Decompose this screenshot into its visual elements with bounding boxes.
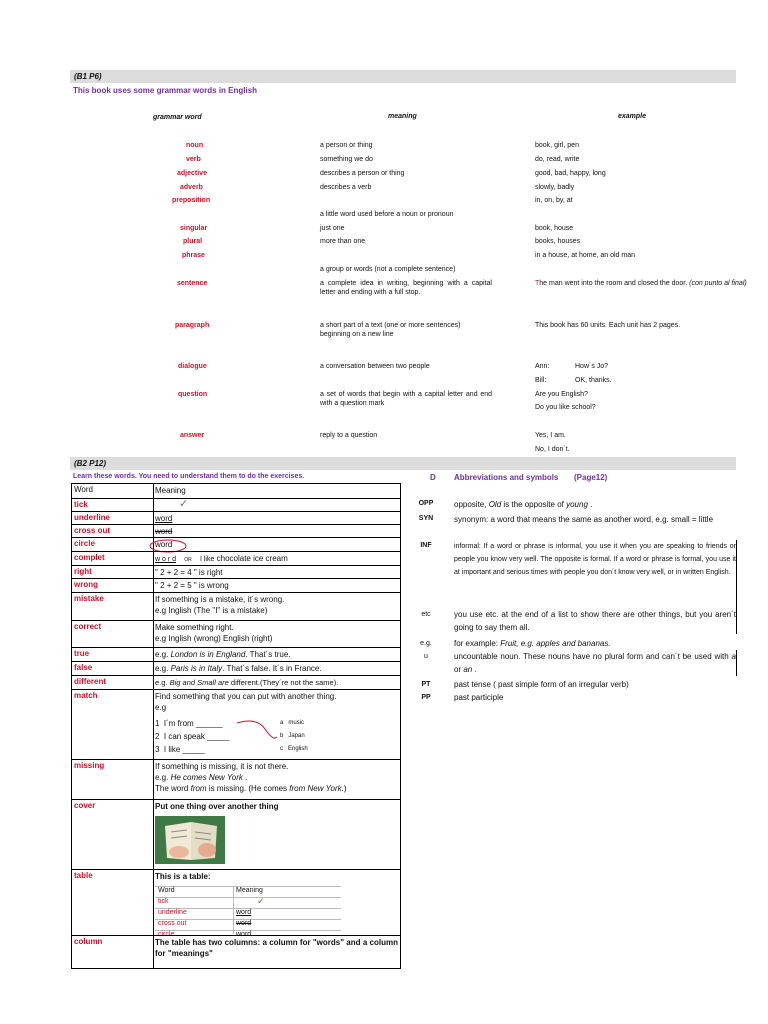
meaning [155, 691, 398, 713]
term: correct [74, 622, 102, 631]
header-meaning: Meaning [155, 486, 186, 495]
meaning: " 2 + 2 = 5 " is wrong [155, 581, 229, 590]
term: cross out [74, 526, 111, 535]
grammar-example-sentence [535, 279, 747, 288]
grammar-word: paragraph [175, 322, 210, 329]
dialogue-bill-label: Bill: [535, 377, 547, 384]
abbr-key: SYN [418, 515, 434, 522]
term: underline [74, 513, 111, 522]
abbr-letter: D [430, 473, 436, 482]
table-header-row [72, 484, 400, 498]
text: . [474, 665, 477, 674]
section-2-intro: Learn these words. You need to understand them to do the exercises. [73, 473, 305, 480]
term: column [74, 937, 103, 946]
abbr-page: (Page12) [574, 473, 608, 482]
mini-table [155, 886, 341, 938]
mini-header-meaning: Meaning [236, 887, 263, 894]
table-row [72, 759, 400, 800]
table-row [72, 935, 400, 969]
text: ) [343, 784, 347, 793]
col-header-grammar-word: grammar word [153, 114, 202, 121]
text: is missing. (He comes [206, 784, 288, 793]
item-number: 2 [155, 732, 160, 741]
example-note: (con punto al final) [689, 280, 747, 287]
grammar-meaning: something we do [320, 156, 373, 163]
grammar-meaning: a complete idea in writing, beginning with a capital letter and ending with a full stop. [320, 280, 492, 296]
abbr-key: PT [421, 681, 431, 688]
table-row [72, 689, 400, 760]
grammar-meaning: reply to a question [320, 432, 378, 439]
abbr-key: OPP [418, 500, 434, 507]
item-number: 3 [155, 745, 160, 754]
text: for example: [454, 639, 499, 648]
eg: e.g. [155, 773, 169, 782]
item-number: 1 [155, 719, 160, 728]
meaning-line: If something is a mistake, it´s wrong. [155, 595, 285, 604]
text: The word [155, 784, 189, 793]
table-row [72, 620, 400, 648]
abbr-definition [454, 498, 736, 511]
example-italic: Big and Small are [169, 678, 229, 687]
meaning [155, 663, 398, 674]
table-row [72, 869, 400, 936]
abbr-key: etc [421, 611, 431, 618]
mini-header-word: Word [158, 887, 175, 894]
term: mistake [74, 594, 104, 603]
meaning [155, 761, 398, 794]
grammar-word: preposition [172, 197, 211, 204]
table-row [72, 578, 400, 593]
italic: a [731, 652, 736, 661]
option-letter: a [280, 720, 284, 726]
meaning: " 2 + 2 = 4 " is right [155, 568, 223, 577]
table-row [72, 661, 400, 676]
text: is the opposite of [503, 500, 564, 509]
crossed-out-word: word [155, 527, 173, 536]
grammar-meaning: a little word used before a noun or pronoun [320, 211, 454, 218]
dialogue-bill-line: OK, thanks. [575, 377, 612, 384]
grammar-word: sentence [177, 280, 208, 287]
grammar-meaning: just one [320, 225, 345, 232]
abbr-key: PP [421, 694, 431, 701]
text: or [454, 665, 462, 674]
match-arrow [235, 717, 280, 747]
example-post: different.(They´re not the same). [228, 678, 339, 687]
grammar-example: books, houses [535, 238, 581, 245]
example-lead: I like [199, 556, 215, 563]
grammar-word: answer [180, 432, 205, 439]
grammar-example: Are you English? [535, 391, 588, 398]
meaning [155, 649, 398, 660]
abbr-definition: informal: If a word or phrase is informal, you use it when you are speaking to friends or people you know very well. The opposite is formal. If a word or phrase is formal, you use it at important and serious times with people you don´t know very well, or in written English. [454, 543, 736, 576]
mini-term: circle [158, 931, 175, 938]
term: cover [74, 801, 96, 810]
text: uncountable noun. These nouns have no plural form and can´t be used with [454, 652, 729, 661]
grammar-example: book, house [535, 225, 574, 232]
mini-term: cross out [158, 920, 187, 927]
grammar-meaning: describes a verb [320, 184, 372, 191]
mini-crossed-word: word [236, 920, 252, 927]
table-row [72, 524, 400, 538]
abbr-title: Abbreviations and symbols [454, 473, 559, 482]
meaning-line: e.g Inglish (The "I" is a mistake) [155, 606, 268, 615]
grammar-word: adverb [180, 184, 203, 191]
italic: Old [488, 500, 502, 509]
grammar-meaning: a person or thing [320, 142, 373, 149]
table-row [72, 565, 400, 579]
grammar-meaning: a short part of a text (one or more sentences) beginning on a new line [320, 322, 461, 338]
example-rest: chocolate ice cream [216, 554, 288, 563]
abbr-definition: past tense ( past simple form of an irregular verb) [454, 680, 629, 689]
grammar-example: in a house, at home, an old man [535, 252, 636, 259]
example-text: he man went into the room and closed the door. [539, 280, 688, 287]
term: missing [74, 761, 105, 770]
dialogue-ann-line: How´s Jo? [575, 363, 609, 370]
eg: e.g. [155, 664, 169, 673]
example-italic: Paris is in Italy [170, 664, 223, 673]
table-row [72, 498, 400, 512]
section-1-intro: This book uses some grammar words in English [73, 86, 258, 95]
mini-term: tick [158, 898, 169, 905]
abbr-divider [736, 650, 737, 676]
section-2-ref: (B2 P12) [74, 459, 107, 468]
option-text: English [288, 746, 308, 752]
example-post: . That´s true. [245, 650, 291, 659]
section-2-header-band [70, 457, 736, 470]
example-italic: from [190, 784, 207, 793]
grammar-example: do, read, write [535, 156, 580, 163]
abbr-definition: synonym: a word that means the same as another word, e.g. small = little [454, 515, 714, 524]
mini-circled-word: word [236, 931, 252, 938]
underlined-word: word [155, 514, 173, 523]
grammar-example: Do you like school? [535, 404, 596, 411]
grammar-example: No, I don´t. [535, 446, 570, 453]
meaning [155, 594, 398, 616]
table-row [72, 675, 400, 690]
item-text: I can speak _____ [163, 732, 230, 741]
mini-tick: ✓ [257, 896, 265, 906]
italic: Fruit, e.g. apples and bananas. [500, 639, 611, 648]
italic: an [463, 665, 473, 674]
meaning-line: If something is missing, it is not there. [155, 762, 289, 771]
header-word: Word [74, 485, 93, 494]
option-letter: b [280, 733, 284, 739]
abbr-definition [454, 637, 736, 650]
abbr-divider [736, 540, 737, 634]
meaning-line: e.g Inglish (wrong) English (right) [155, 634, 273, 643]
grammar-word: singular [180, 225, 208, 232]
option-text: music [288, 720, 305, 726]
term: true [74, 649, 90, 658]
example-post: . [245, 773, 248, 782]
term: match [74, 691, 98, 700]
grammar-meaning: a conversation between two people [320, 363, 430, 370]
example-italic: London is in England [170, 650, 246, 659]
grammar-word: question [178, 391, 208, 398]
spaced-word: w o r d [155, 556, 177, 563]
table-row [72, 551, 400, 566]
grammar-word: verb [186, 156, 201, 163]
grammar-word: noun [186, 142, 204, 149]
term: complet [74, 553, 105, 562]
term: false [74, 663, 93, 672]
grammar-word: dialogue [178, 363, 207, 370]
term: table [74, 871, 93, 880]
grammar-meaning: describes a person or thing [320, 170, 405, 177]
italic: young [566, 500, 588, 509]
grammar-word: adjective [177, 170, 207, 177]
meaning-line: Make something right. [155, 623, 234, 632]
table-row [72, 799, 400, 870]
meaning [155, 677, 398, 688]
table-row [72, 537, 400, 552]
col-header-example: example [618, 113, 647, 120]
term: different [74, 677, 106, 686]
text: . [590, 500, 593, 509]
term: wrong [74, 580, 98, 589]
item-text: I like _____ [163, 745, 205, 754]
term: circle [74, 539, 95, 548]
table-row [72, 647, 400, 662]
grammar-example: Yes, I am. [535, 432, 566, 439]
grammar-example: book, girl, pen [535, 142, 579, 149]
grammar-meaning: a group or words (not a complete sentence) [320, 266, 456, 273]
eg: e.g. [155, 678, 168, 687]
meaning [155, 622, 398, 644]
grammar-meaning: a set of words that begin with a capital letter and end with a question mark [320, 391, 492, 407]
option-text: Japan [288, 733, 305, 739]
section-1-ref: (B1 P6) [74, 72, 102, 81]
meaning: The table has two columns: a column for "words" and a column for "meanings" [155, 938, 398, 958]
abbr-key: u [424, 653, 428, 660]
grammar-example: slowly, badly [535, 184, 575, 191]
abbr-definition: past participle [454, 693, 504, 702]
grammar-example: in, on, by, at [535, 197, 573, 204]
dialogue-ann-label: Ann: [535, 363, 550, 370]
tick-mark: ✓ [179, 498, 189, 510]
term: tick [74, 500, 88, 509]
grammar-word: phrase [182, 252, 205, 259]
meaning: This is a table: [155, 872, 211, 881]
meaning: Put one thing over another thing [155, 802, 279, 811]
grammar-example: good, bad, happy, long [535, 170, 606, 177]
term: right [74, 567, 92, 576]
vocabulary-table [71, 483, 401, 969]
eg: e.g. [155, 650, 169, 659]
abbr-key: INF [420, 542, 432, 549]
mini-term: underline [158, 909, 187, 916]
meaning-line: Find something that you can put with another thing. [155, 692, 337, 701]
abbr-key: e.g. [420, 640, 432, 647]
meaning-line: e.g [155, 703, 167, 712]
example-capital-letter: T [535, 280, 540, 287]
circled-word: word [155, 540, 173, 549]
mini-underlined-word: word [236, 909, 252, 916]
section-1-header-band [70, 70, 736, 83]
col-header-meaning: meaning [388, 113, 417, 120]
table-row [72, 511, 400, 525]
abbr-definition [454, 650, 736, 676]
item-text: I´m from ______ [163, 719, 223, 728]
example-post: . That´s false. It´s in France. [222, 664, 322, 673]
text: opposite, [454, 500, 487, 509]
match-exercise [155, 717, 395, 757]
or-label: OR [184, 557, 192, 563]
book-photo [155, 816, 225, 864]
grammar-example: This book has 60 units. Each unit has 2 pages. [535, 322, 681, 329]
grammar-word: plural [183, 238, 203, 245]
table-row [72, 592, 400, 621]
grammar-meaning: more than one [320, 238, 366, 245]
abbr-definition: you use etc. at the end of a list to show there are other things, but you aren´t going to say them all. [454, 610, 736, 632]
example-italic: from New York. [289, 784, 344, 793]
example-italic: He comes New York [170, 773, 243, 782]
option-letter: c [280, 746, 283, 752]
